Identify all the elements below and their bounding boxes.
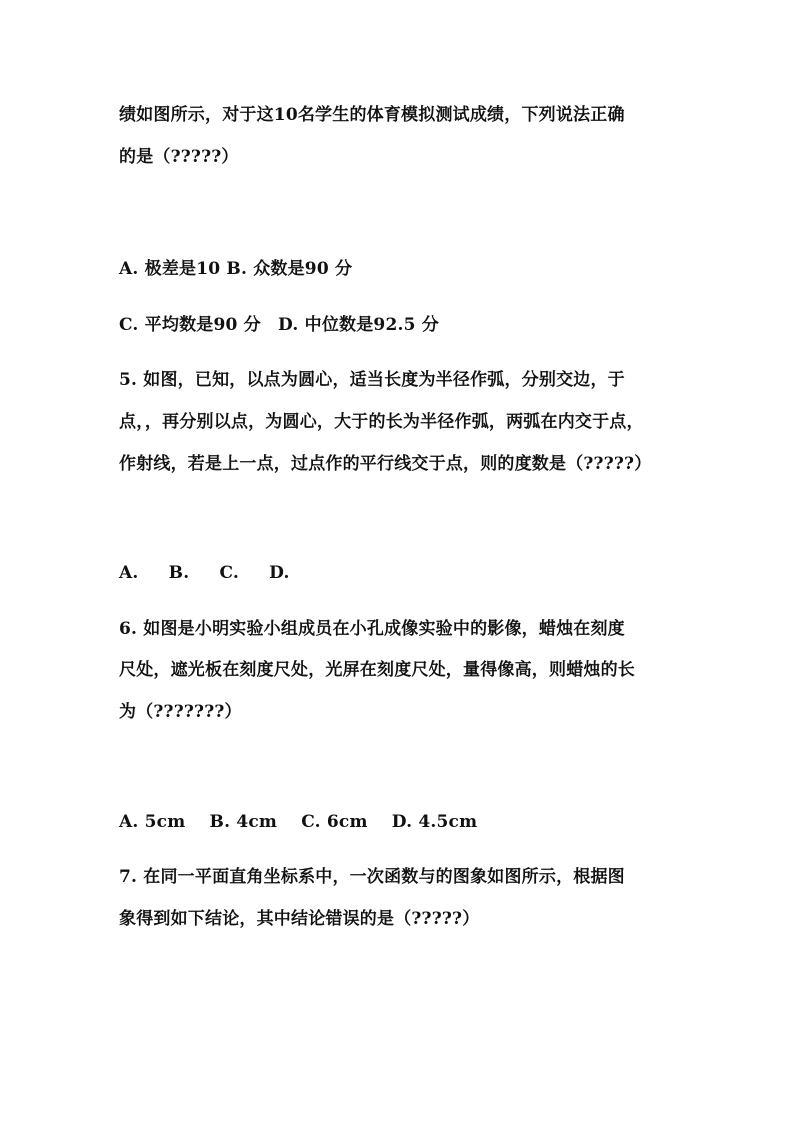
- q7-text-line-1: 7. 在同一平面直角坐标系中，一次函数与的图象如图所示，根据图: [119, 867, 625, 887]
- q7-text-line-2: 象得到如下结论，其中结论错误的是（?????）: [119, 909, 480, 929]
- q6-option-c: C. 6cm: [301, 812, 368, 832]
- q6-text-line-3: 为（???????）: [119, 702, 242, 722]
- q5-option-a: A.: [119, 563, 139, 583]
- q5-option-b: B.: [168, 563, 190, 583]
- q5-text-line-3: 作射线，若是上一点，过点作的平行线交于点，则的度数是（?????）: [119, 454, 652, 474]
- q5-option-d: D.: [269, 563, 290, 583]
- q4-options-line-2: C. 平均数是90 分 D. 中位数是92.5 分: [119, 315, 439, 335]
- q6-option-d: D. 4.5cm: [391, 812, 478, 832]
- q5-text-line-2: 点，，再分别以点，为圆心，大于的长为半径作弧，两弧在内交于点，: [119, 412, 644, 432]
- q4-options-line-1: A. 极差是10 B. 众数是90 分: [119, 259, 353, 279]
- q5-text-line-1: 5. 如图，已知，以点为圆心，适当长度为半径作弧，分别交边，于: [119, 370, 625, 390]
- q6-options: [119, 811, 699, 833]
- q5-options: [119, 562, 699, 584]
- q4-text-line-2: 的是（?????）: [119, 147, 239, 167]
- q6-text-line-2: 尺处，遮光板在刻度尺处，光屏在刻度尺处，量得像高，则蜡烛的长: [119, 660, 635, 680]
- q6-option-b: B. 4cm: [209, 812, 278, 832]
- q6-option-a: A. 5cm: [119, 812, 186, 832]
- q5-option-c: C.: [219, 563, 240, 583]
- q4-text-line-1: 绩如图所示，对于这10名学生的体育模拟测试成绩，下列说法正确: [119, 105, 625, 125]
- q6-text-line-1: 6. 如图是小明实验小组成员在小孔成像实验中的影像，蜡烛在刻度: [119, 619, 625, 639]
